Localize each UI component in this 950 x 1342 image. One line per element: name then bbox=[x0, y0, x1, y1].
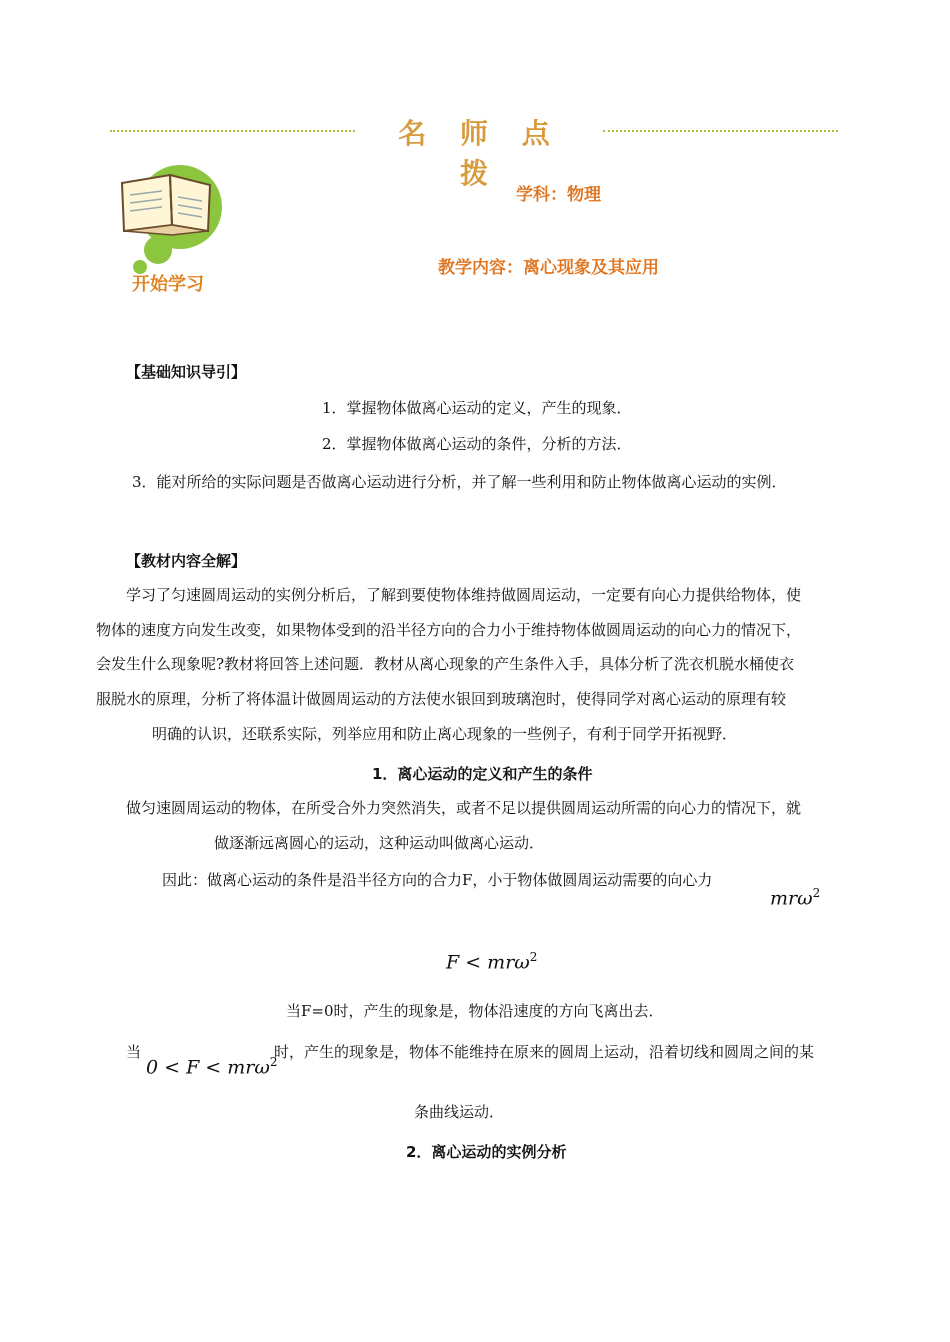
condition-formula: mrω$^2$ bbox=[770, 886, 821, 910]
case-text-end: 条曲线运动． bbox=[414, 1103, 505, 1121]
case-text: 时，产生的现象是，物体不能维持在原来的圆周上运动，沿着切线和圆周之间的某 bbox=[274, 1043, 815, 1061]
case-zero-force: 当F=0时，产生的现象是，物体沿速度的方向飞离出去． bbox=[286, 1002, 664, 1020]
list-item: 1．掌握物体做离心运动的定义，产生的现象． bbox=[322, 399, 632, 417]
logo-label: 开始学习 bbox=[132, 274, 204, 295]
start-learning-logo bbox=[110, 165, 230, 295]
paragraph-line: 做匀速圆周运动的物体，在所受合外力突然消失，或者不足以提供圆周运动所需的向心力的情况下，就 bbox=[126, 799, 802, 817]
list-item: 3．能对所给的实际问题是否做离心运动进行分析，并了解一些利用和防止物体做离心运动的实例． bbox=[132, 473, 787, 491]
subject-label: 学科：物理 bbox=[516, 185, 601, 205]
main-formula: F < mrω$^2$ bbox=[446, 950, 538, 974]
paragraph-line: 会发生什么现象呢?教材将回答上述问题．教材从离心现象的产生条件入手，具体分析了洗衣机脱水桶使衣 bbox=[96, 655, 795, 673]
section-heading-content: 【教材内容全解】 bbox=[126, 552, 247, 570]
paragraph-line: 明确的认识，还联系实际，列举应用和防止离心现象的一些例子，有利于同学开拓视野． bbox=[152, 725, 738, 743]
subsection-heading-examples: 2．离心运动的实例分析 bbox=[406, 1143, 567, 1161]
paragraph-line: 做逐渐远离圆心的运动，这种运动叫做离心运动． bbox=[214, 834, 545, 852]
case-prefix: 当 bbox=[126, 1043, 142, 1061]
subsection-heading-definition: 1．离心运动的定义和产生的条件 bbox=[372, 765, 593, 783]
list-item: 2．掌握物体做离心运动的条件，分析的方法． bbox=[322, 435, 632, 453]
condition-text: 因此：做离心运动的条件是沿半径方向的合力F，小于物体做圆周运动需要的向心力 bbox=[162, 871, 713, 889]
paragraph-line: 物体的速度方向发生改变，如果物体受到的沿半径方向的合力小于维持物体做圆周运动的向心力的情况下， bbox=[96, 621, 802, 639]
paragraph-line: 服脱水的原理，分析了将体温计做圆周运动的方法使水银回到玻璃泡时，使得同学对离心运动的原理有较 bbox=[96, 690, 787, 708]
banner-divider-left bbox=[110, 130, 355, 132]
case-formula: 0 < F < mrω$^2$ bbox=[146, 1055, 278, 1079]
banner-title: 名 师 点 拨 bbox=[398, 117, 562, 190]
banner-divider-right bbox=[603, 130, 838, 132]
content-title: 教学内容：离心现象及其应用 bbox=[438, 258, 659, 278]
paragraph-line: 学习了匀速圆周运动的实例分析后，了解到要使物体维持做圆周运动，一定要有向心力提供给物体，使 bbox=[126, 586, 802, 604]
section-heading-basics: 【基础知识导引】 bbox=[126, 363, 247, 381]
book-icon bbox=[110, 165, 230, 275]
